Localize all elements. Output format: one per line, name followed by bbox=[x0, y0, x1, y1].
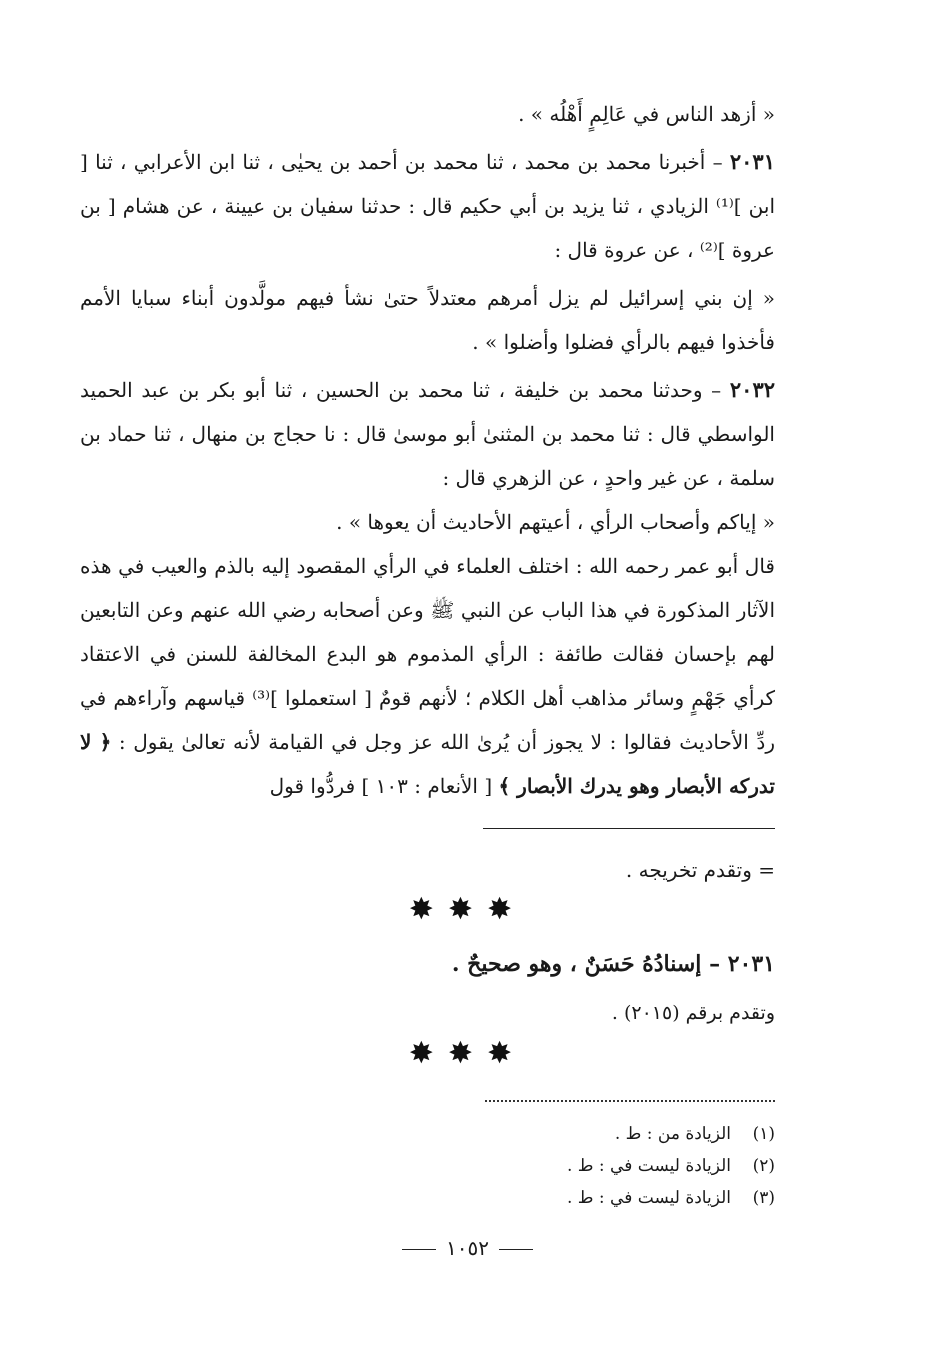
hadith-2032 bbox=[80, 368, 775, 500]
grading-line bbox=[80, 940, 775, 988]
cross-reference: وتقدم برقم (٢٠١٥) . bbox=[611, 1002, 775, 1024]
hadith-2031-quote: « إن بني إسرائيل لم يزل أمرهم معتدلاً حتىٰ نشأ فيهم مولَّدون أبناء سبايا الأمم فأخذوا فيهم بالرأي فضلوا وأضلوا » . bbox=[80, 286, 775, 354]
star-divider: ✸✸✸ bbox=[408, 1036, 527, 1071]
footnote-text: الزيادة ليست في : ط . bbox=[566, 1156, 731, 1176]
quran-verse: ﴿ لا تدركه الأبصار وهو يدرك الأبصار ﴾ bbox=[80, 730, 775, 798]
page-number-dash bbox=[402, 1249, 436, 1250]
footnote bbox=[80, 1118, 775, 1150]
quote-line: « أزهد الناس في عَالِمٍ أَهْلُه » . bbox=[518, 102, 775, 126]
hadith-isnad: – وحدثنا محمد بن خليفة ، ثنا محمد بن الحسين ، ثنا أبو بكر بن عبد الحميد الواسطي قال : ثنا محمد بن المثنىٰ أبو موسىٰ قال : نا حجاج بن منهال ، ثنا حماد بن سلمة ، عن غير واحدٍ ، عن الزهري قال : bbox=[80, 378, 775, 490]
footnote-number: (١) bbox=[752, 1124, 775, 1144]
commentary-paragraph bbox=[80, 544, 775, 808]
page-number-block bbox=[0, 1236, 935, 1260]
separator-line bbox=[483, 828, 775, 829]
main-text bbox=[80, 92, 775, 808]
page-number: ١٠٥٢ bbox=[446, 1236, 489, 1260]
takhrij-continuation: = وتقدم تخريجه . bbox=[625, 858, 775, 882]
footnotes bbox=[80, 1118, 775, 1214]
grading-text: – إسنادُهُ حَسَنٌ ، وهو صحيحٌ . bbox=[451, 951, 728, 977]
page-number-dash bbox=[499, 1249, 533, 1250]
hadith-number: ٢٠٣١ bbox=[729, 149, 775, 174]
hadith-number: ٢٠٣٢ bbox=[729, 377, 776, 402]
footnote-text: الزيادة ليست في : ط . bbox=[566, 1188, 731, 1208]
footnote bbox=[80, 1182, 775, 1214]
hadith-2032-quote: « إياكم وأصحاب الرأي ، أعيتهم الأحاديث أن يعوها » . bbox=[336, 510, 775, 534]
grading-number: ٢٠٣١ bbox=[727, 951, 775, 977]
commentary-text: قال أبو عمر رحمه الله : اختلف العلماء في الرأي المقصود إليه بالذم والعيب في هذه الآثار المذكورة في هذا الباب عن النبي ﷺ وعن أصحابه رضي الله عنهم وعن التابعين لهم بإحسان فقالت طائفة : الرأي المذموم هو البدع المخالفة للسنن في الاعتقاد كرأي جَهْمٍ وسائر مذاهب أهل الكلام ؛ لأنهم قومٌ [ استعملوا ]⁽³⁾ قياسهم وآراءهم في ردِّ الأحاديث فقالوا : لا يجوز أن يُرىٰ الله عز وجل في القيامة لأنه تعالىٰ يقول : bbox=[80, 554, 776, 754]
footnote-number: (٢) bbox=[752, 1156, 775, 1176]
hadith-2031 bbox=[80, 140, 775, 272]
footnote-separator bbox=[485, 1100, 775, 1102]
footnote bbox=[80, 1150, 775, 1182]
footnote-text: الزيادة من : ط . bbox=[614, 1124, 731, 1144]
hadith-isnad: – أخبرنا محمد بن محمد ، ثنا محمد بن أحمد بن يحيٰى ، ثنا ابن الأعرابي ، ثنا [ ابن ]⁽¹⁾ الزيادي ، ثنا يزيد بن أبي حكيم قال : حدثنا سفيان بن عيينة ، عن هشام [ بن عروة ]⁽²⁾ ، عن عروة قال : bbox=[80, 150, 776, 262]
commentary-text-end: [ الأنعام : ١٠٣ ] فردُّوا قول bbox=[269, 774, 499, 798]
footnote-number: (٣) bbox=[752, 1188, 775, 1208]
star-divider: ✸✸✸ bbox=[408, 892, 527, 927]
